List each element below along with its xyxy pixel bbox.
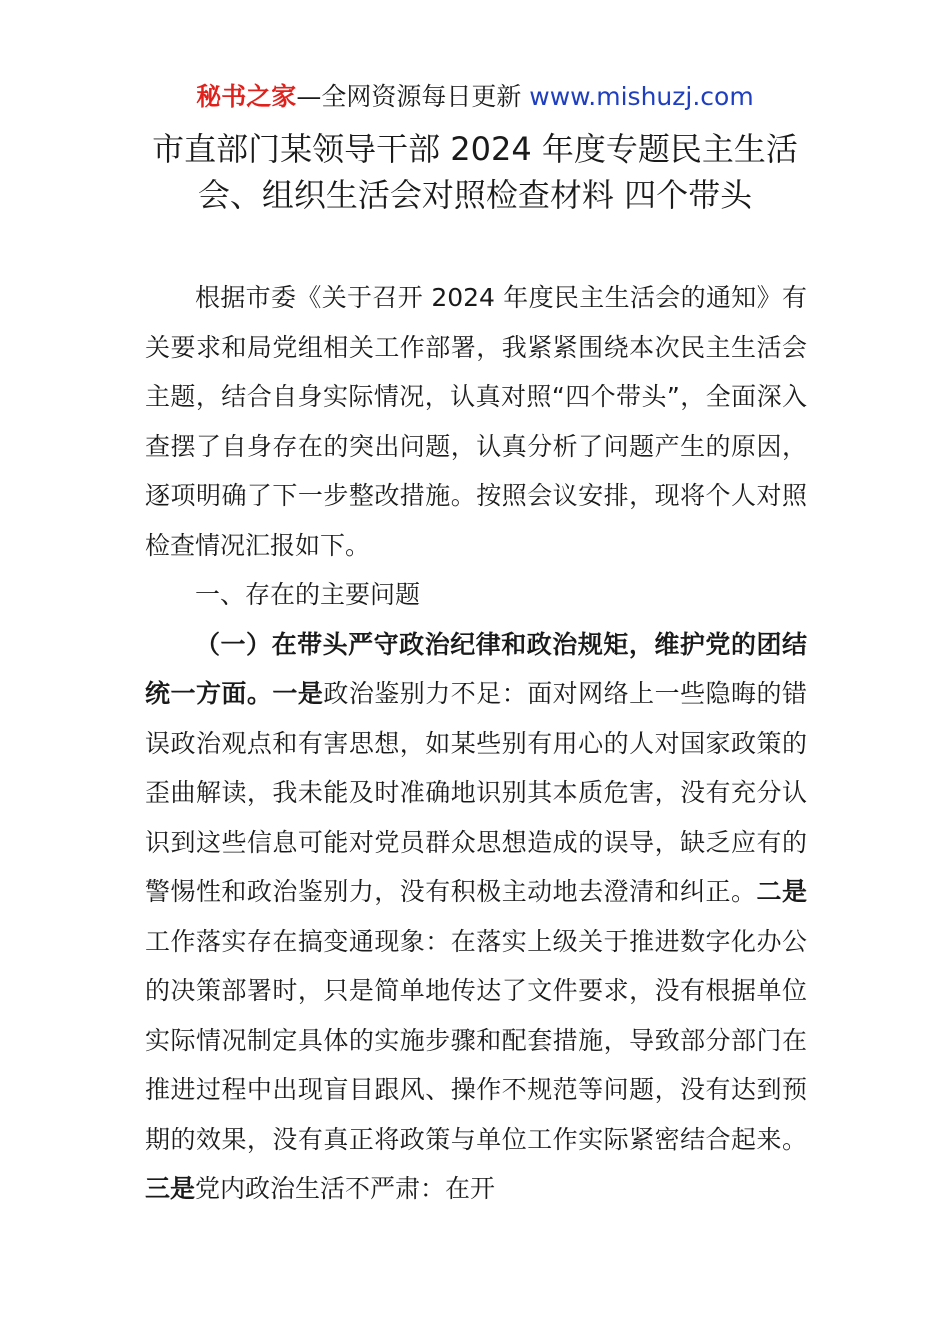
document-title bbox=[150, 126, 800, 218]
header-tagline: —全网资源每日更新 bbox=[296, 82, 530, 111]
subsection-heading: （一）在带头严守政治纪律和政治规矩，维护党的团结统一方面。 bbox=[145, 629, 807, 708]
title-line-1: 市直部门某领导干部 2024 年度专题民主生活 bbox=[152, 130, 798, 168]
site-url-link[interactable]: www.mishuzj.com bbox=[529, 82, 754, 111]
point-3-text: 党内政治生活不严肃：在开 bbox=[195, 1174, 496, 1203]
point-2-text: 工作落实存在搞变通现象：在落实上级关于推进数字化办公的决策部署时，只是简单地传达了文件要求，没有根据单位实际情况制定具体的实施步骤和配套措施，导致部分部门在推进过程中出现盲目跟风、操作不规范等问题，没有达到预期的效果，没有真正将政策与单位工作实际紧密结合起来。 bbox=[145, 926, 807, 1154]
brand-name: 秘书之家 bbox=[196, 82, 297, 111]
point-1-text: 政治鉴别力不足：面对网络上一些隐晦的错误政治观点和有害思想，如某些别有用心的人对国家政策的歪曲解读，我未能及时准确地识别其本质危害，没有充分认识到这些信息可能对党员群众思想造成的误导，缺乏应有的警惕性和政治鉴别力，没有积极主动地去澄清和纠正。 bbox=[145, 679, 807, 906]
section-heading: 一、存在的主要问题 bbox=[195, 580, 421, 609]
site-header bbox=[0, 80, 950, 114]
problem-paragraph bbox=[145, 620, 807, 1214]
point-1-label: 一是 bbox=[272, 679, 324, 708]
point-3-label: 三是 bbox=[145, 1174, 196, 1203]
point-2-label: 二是 bbox=[756, 877, 807, 906]
title-line-2: 会、组织生活会对照检查材料 四个带头 bbox=[197, 176, 753, 214]
document-body bbox=[145, 273, 807, 1214]
intro-paragraph: 根据市委《关于召开 2024 年度民主生活会的通知》有关要求和局党组相关工作部署，我紧紧围绕本次民主生活会主题，结合自身实际情况，认真对照“四个带头”，全面深入查摆了自身存在的突出问题，认真分析了问题产生的原因，逐项明确了下一步整改措施。按照会议安排，现将个人对照检查情况汇报如下。 bbox=[145, 283, 807, 560]
